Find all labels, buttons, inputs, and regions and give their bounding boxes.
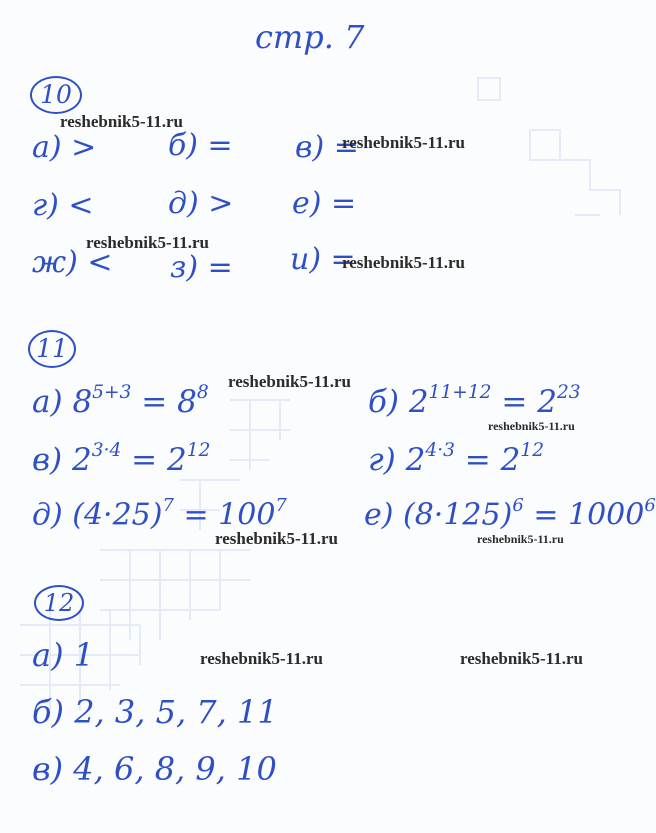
task-11-g-exponent: 4·3	[425, 440, 455, 461]
task-11-d-label: д)	[32, 497, 63, 533]
task-10-answer-d: д) >	[168, 186, 234, 221]
task-10-answer-b: б) =	[168, 128, 233, 163]
task-11-d-base: (4·25)	[72, 497, 163, 533]
task-10-answer-v: в) =	[295, 130, 359, 165]
task-11-a-result: = 8	[141, 383, 197, 420]
task-11-d-result: = 100	[183, 497, 276, 533]
watermark: reshebnik5-11.ru	[477, 532, 564, 546]
page-number-label: стр. 7	[255, 18, 365, 56]
watermark: reshebnik5-11.ru	[342, 133, 465, 152]
watermark: reshebnik5-11.ru	[342, 253, 465, 272]
task-11-b-result-exponent: 23	[556, 382, 581, 403]
task-11-g-result: = 2	[464, 441, 521, 478]
task-10-answer-z: з) =	[170, 250, 233, 285]
task-11-g-label: г)	[368, 441, 396, 478]
task-11-e	[364, 495, 656, 533]
task-11-a	[32, 382, 209, 420]
task-10-answer-g: г) <	[32, 188, 94, 223]
task-11-b-label: б)	[368, 383, 400, 420]
task-11-e-result: = 1000	[533, 497, 645, 533]
watermark: reshebnik5-11.ru	[86, 233, 209, 252]
watermark: reshebnik5-11.ru	[200, 649, 323, 668]
task-10-answer-e: е) =	[292, 186, 357, 221]
task-10-answer-a: а) >	[32, 130, 97, 165]
task-11-v-result-exponent: 12	[186, 440, 211, 461]
task-11-e-base: (8·125)	[403, 497, 513, 533]
task-11-a-exponent: 5+3	[92, 382, 132, 403]
watermark: reshebnik5-11.ru	[60, 112, 183, 131]
task-11-a-result-exponent: 8	[196, 382, 209, 403]
task-11-d	[32, 495, 287, 533]
task-11-g-base: 2	[405, 441, 426, 478]
task-11-v-exponent: 3·4	[91, 440, 122, 461]
task-12-answer-b: б) 2, 3, 5, 7, 11	[32, 693, 278, 731]
watermark: reshebnik5-11.ru	[228, 372, 351, 391]
task-11-d-result-exponent: 7	[275, 495, 287, 516]
task-11-a-base: 8	[72, 383, 93, 420]
task-11-d-exponent: 7	[162, 495, 174, 516]
task-11-g	[368, 440, 544, 478]
task-12-number: 12	[34, 585, 84, 621]
task-10-answer-zh: ж) <	[32, 245, 113, 280]
task-11-b-result: = 2	[501, 383, 557, 420]
task-11-e-result-exponent: 6	[644, 495, 656, 516]
task-10-number: 10	[30, 76, 82, 114]
task-10-answer-i: и) =	[290, 242, 356, 277]
task-12-answer-a: а) 1	[32, 636, 95, 674]
watermark: reshebnik5-11.ru	[460, 649, 583, 668]
task-11-number: 11	[28, 330, 76, 368]
task-11-b-exponent: 11+12	[428, 382, 492, 403]
task-11-e-exponent: 6	[512, 495, 524, 516]
task-11-g-result-exponent: 12	[520, 440, 545, 461]
task-11-b-base: 2	[408, 383, 429, 420]
task-11-a-label: а)	[32, 383, 63, 420]
task-11-e-label: е)	[364, 497, 394, 533]
task-11-v-label: в)	[32, 441, 63, 478]
task-11-v-base: 2	[72, 441, 92, 478]
task-12-answer-v: в) 4, 6, 8, 9, 10	[32, 750, 277, 788]
watermark: reshebnik5-11.ru	[215, 529, 338, 548]
watermark: reshebnik5-11.ru	[488, 419, 575, 433]
task-11-v-result: = 2	[131, 441, 187, 478]
task-11-v	[32, 440, 210, 478]
task-11-b	[368, 382, 581, 420]
